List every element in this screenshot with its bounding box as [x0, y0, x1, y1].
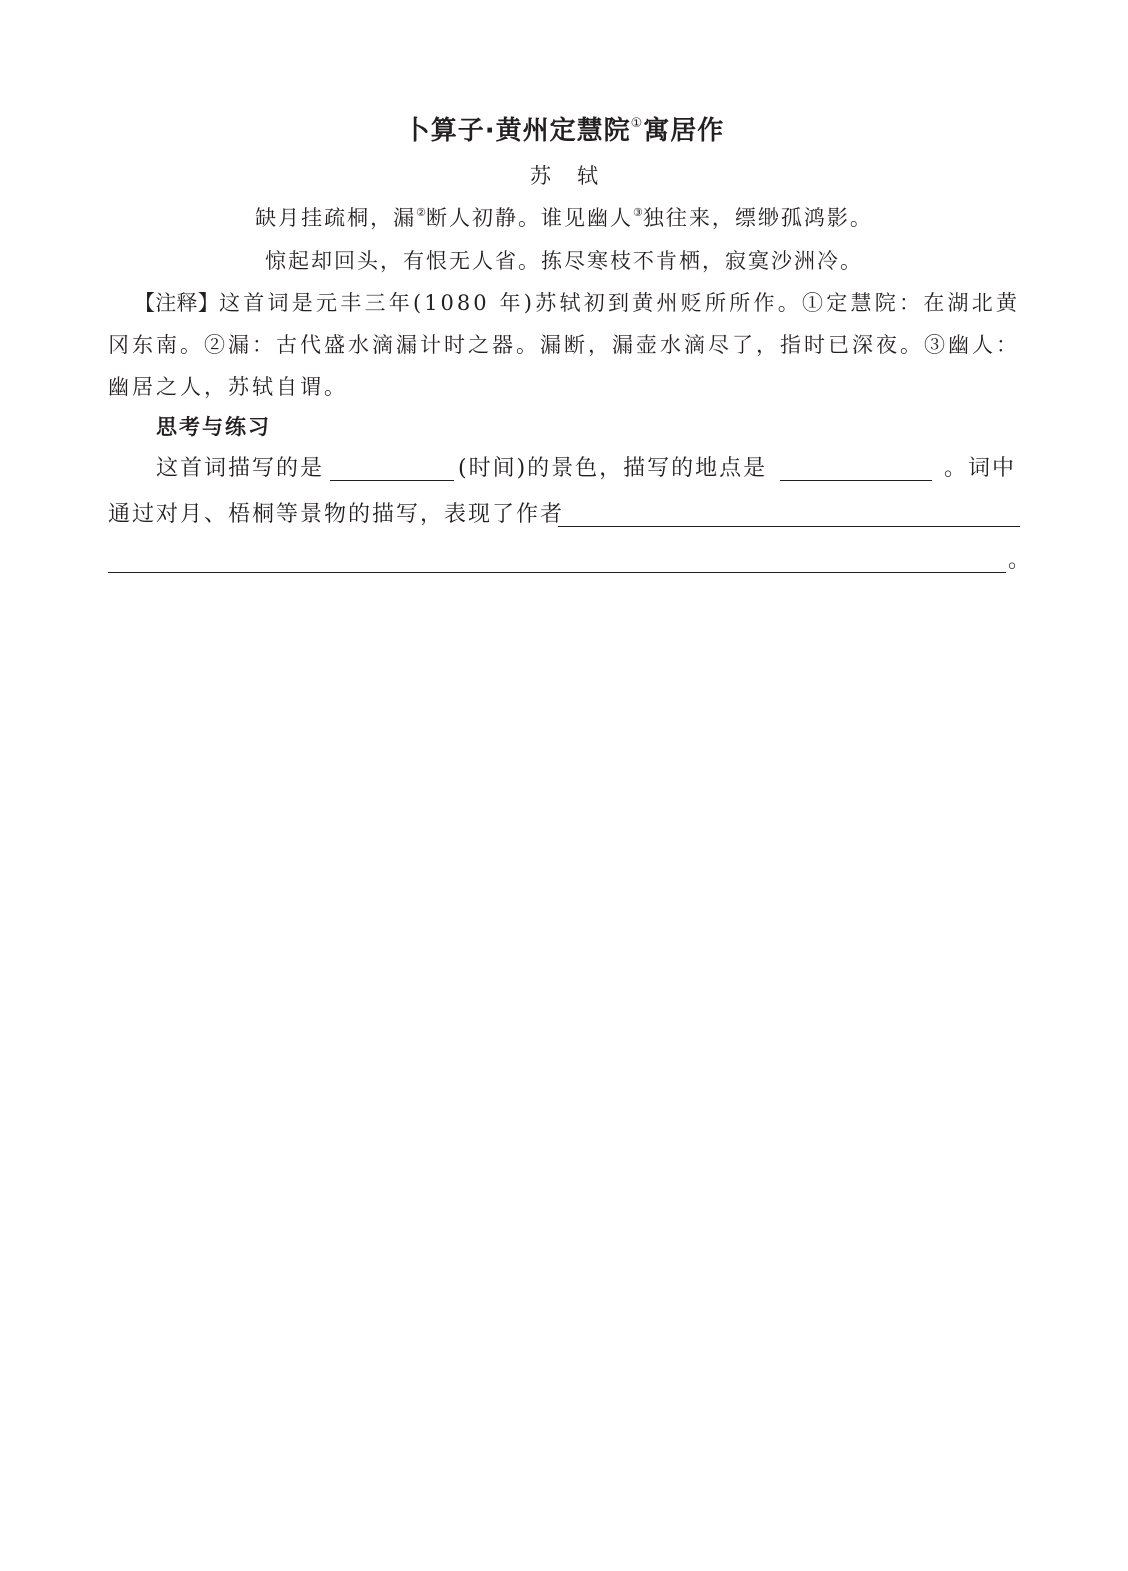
exercise-text-1c: 。词中	[944, 456, 1017, 481]
poem-verse-2: 惊起却回头，有恨无人省。拣尽寒枝不肯栖，寂寞沙洲冷。	[265, 249, 863, 273]
feeling-blank-2[interactable]	[108, 572, 1006, 573]
poem-author: 苏轼	[530, 164, 624, 188]
verse-footnote-mark-2: ②	[416, 206, 426, 219]
place-blank[interactable]	[780, 480, 932, 481]
poem-title	[0, 110, 1128, 147]
title-footnote-mark: ①	[630, 116, 644, 131]
verse-footnote-mark-3: ③	[633, 206, 643, 219]
exercise-heading: 思考与练习	[156, 415, 271, 439]
exercise-line-1	[108, 453, 1020, 487]
verse-1-part-2: 断人初静。谁见幽人	[426, 206, 633, 230]
verse-1-part-1: 缺月挂疏桐，漏	[255, 206, 417, 230]
annotation-paragraph	[108, 282, 1020, 408]
exercise-text-1b: (时间)的景色，描写的地点是	[458, 456, 768, 481]
time-blank[interactable]	[330, 480, 454, 481]
verse-1-part-3: 独往来，缥缈孤鸿影。	[642, 206, 873, 230]
poem-title-main: 卜算子·黄州定慧院	[403, 116, 631, 146]
exercise-text-2a: 通过对月、梧桐等景物的描写，表现了作者	[108, 502, 565, 527]
annotation-label: 【注释】	[134, 291, 219, 315]
exercise-text-3-end: 。	[1008, 548, 1033, 573]
exercise-line-2	[108, 499, 1020, 533]
annotation-text: 这首词是元丰三年(1080 年)苏轼初到黄州贬所所作。①定慧院：在湖北黄冈东南。②漏：古代盛水滴漏计时之器。漏断，漏壶水滴尽了，指时已深夜。③幽人：幽居之人，苏轼自谓。	[108, 291, 1020, 399]
poem-title-tail: 寓居作	[643, 116, 725, 146]
feeling-blank-1[interactable]	[558, 526, 1020, 527]
poem-verse-1	[0, 202, 1128, 232]
exercise-line-3	[108, 545, 1033, 579]
exercise-text-1a: 这首词描写的是	[156, 456, 325, 481]
